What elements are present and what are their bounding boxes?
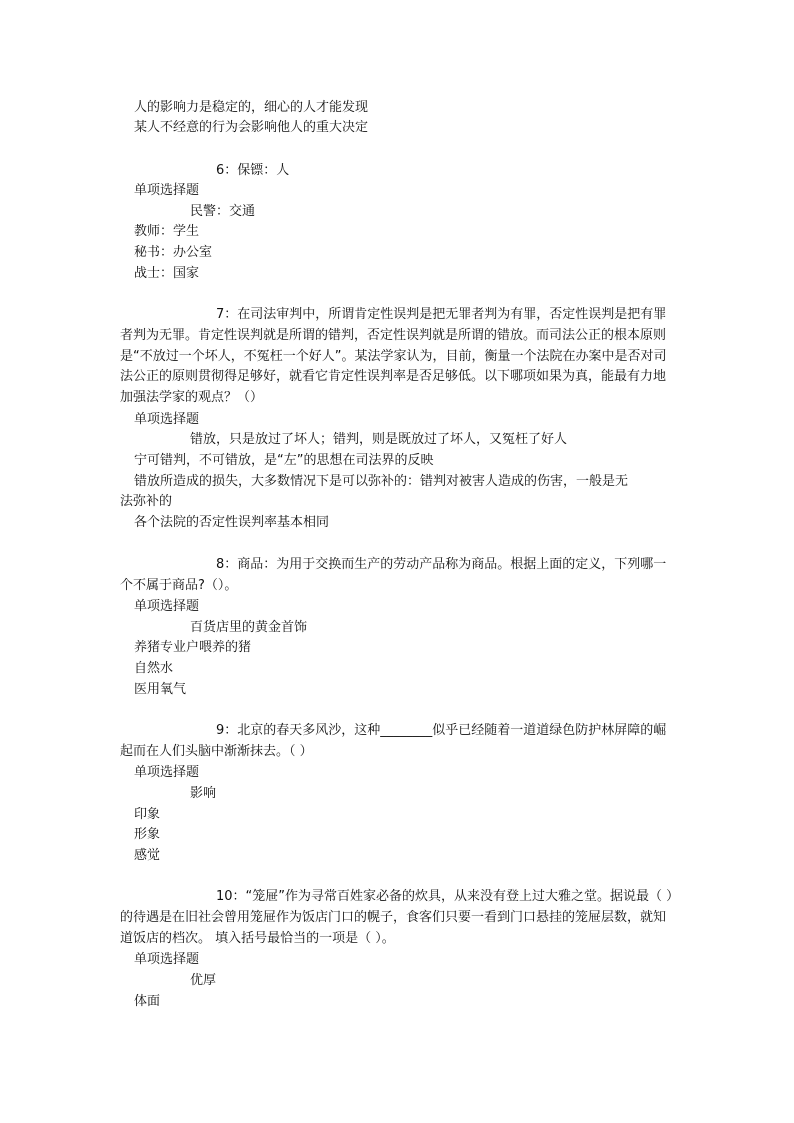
question-7-option-c-cont: 法弥补的 [120,494,173,509]
question-9-option-d: 感觉 [134,848,161,863]
question-6-option-c: 秘书：办公室 [134,245,213,260]
question-6-option-a: 民警：交通 [190,204,256,219]
question-6-stem: 6：保镖：人 [216,163,290,178]
question-7-type: 单项选择题 [134,412,200,427]
question-6-type: 单项选择题 [134,183,200,198]
question-9-option-a: 影响 [190,786,217,801]
question-7-option-a: 错放，只是放过了坏人；错判，则是既放过了坏人，又冤枉了好人 [190,432,568,447]
question-9-option-c: 形象 [134,827,161,842]
question-8-option-a: 百货店里的黄金首饰 [190,620,308,635]
prev-option-2: 某人不经意的行为会影响他人的重大决定 [134,120,369,135]
question-9-stem: 9：北京的春天多风沙，这种________似乎已经随着一道道绿色防护林屏障的崛起而在人们头脑中渐渐抹去。（ ） [120,723,667,759]
question-8-option-d: 医用氧气 [134,682,187,697]
question-10-option-a: 优厚 [190,973,217,988]
question-6-option-d: 战士：国家 [134,266,200,281]
question-8-option-c: 自然水 [134,661,174,676]
prev-option-1: 人的影响力是稳定的，细心的人才能发现 [134,100,369,115]
question-8-type: 单项选择题 [134,599,200,614]
question-8-stem: 8：商品：为用于交换而生产的劳动产品称为商品。根据上面的定义，下列哪一个不属于商品?（）。 [120,557,667,593]
question-7-option-c: 错放所造成的损失，大多数情况下是可以弥补的：错判对被害人造成的伤害，一般是无 [134,474,629,489]
question-10-option-b: 体面 [134,994,161,1009]
question-10-type: 单项选择题 [134,952,200,967]
question-8-option-b: 养猪专业户喂养的猪 [134,640,252,655]
question-10-stem: 10：“笼屉”作为寻常百姓家必备的炊具，从来没有登上过大雅之堂。据说最（ ）的待遇是在旧社会曾用笼屉作为饭店门口的幌子，食客们只要一看到门口悬挂的笼屉层数，就知道饭店的档次。 填入括号最恰当的一项是（ ）。 [120,889,673,946]
question-9-option-b: 印象 [134,807,161,822]
question-7-option-b: 宁可错判，不可错放，是“左”的思想在司法界的反映 [134,453,434,468]
question-7-stem: 7：在司法审判中，所谓肯定性误判是把无罪者判为有罪，否定性误判是把有罪者判为无罪。肯定性误判就是所谓的错判，否定性误判就是所谓的错放。而司法公正的根本原则是“不放过一个坏人，不冤枉一个好人”。某法学家认为，目前，衡量一个法院在办案中是否对司法公正的原则贯彻得足够好，就看它肯定性误判率是否足够低。以下哪项如果为真，能最有力地加强法学家的观点？（） [120,307,667,406]
question-6-option-b: 教师：学生 [134,224,200,239]
question-9-type: 单项选择题 [134,765,200,780]
question-7-option-d: 各个法院的否定性误判率基本相同 [134,515,330,530]
